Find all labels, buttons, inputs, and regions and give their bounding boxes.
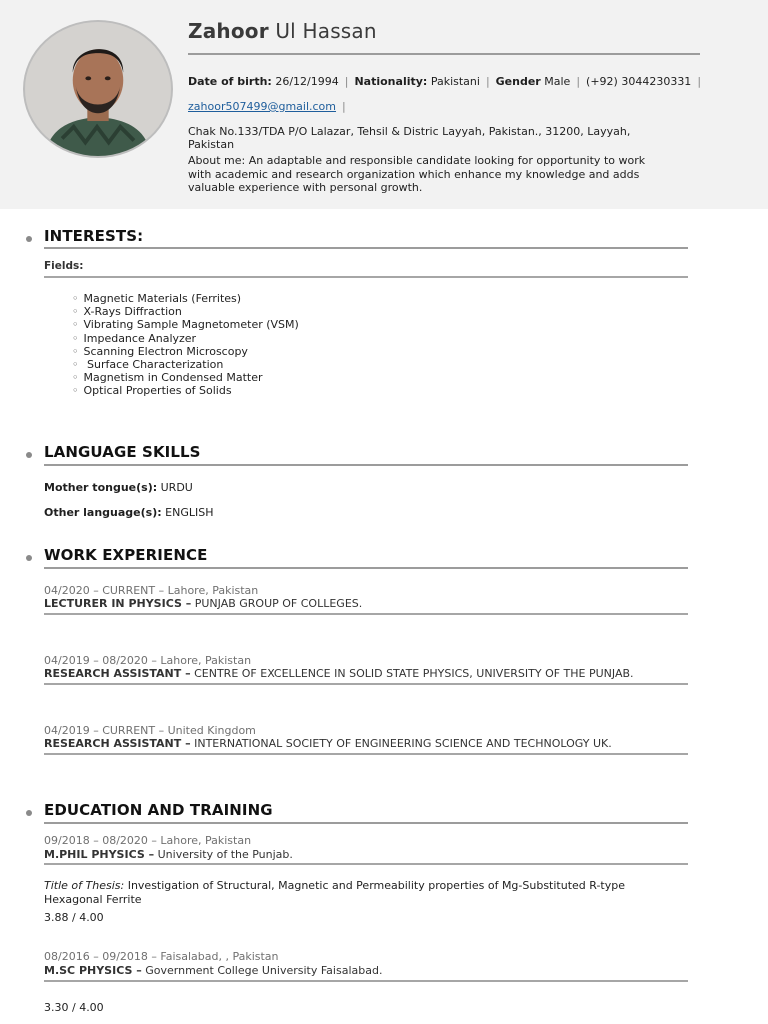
fields-list [72,292,299,398]
list-item: ◦ Magnetism in Condensed Matter [72,371,299,384]
section-bullet-icon [26,810,32,816]
education-entry-degree: M.PHIL PHYSICS – University of the Punjab. [44,848,293,861]
list-item: ◦ X-Rays Diffraction [72,305,299,318]
interests-divider [44,247,688,249]
education-entry-meta: 09/2018 – 08/2020 – Lahore, Pakistan [44,834,252,847]
entry-divider [44,683,688,685]
language-skills-title: LANGUAGE SKILLS [44,443,201,461]
entry-divider [44,613,688,615]
list-item: ◦ Surface Characterization [72,358,299,371]
dob-label: Date of birth: [188,75,272,88]
work-entry-role: RESEARCH ASSISTANT – INTERNATIONAL SOCIETY OF ENGINEERING SCIENCE AND TECHNOLOGY UK. [44,737,612,750]
dob-value: 26/12/1994 [275,75,339,88]
nationality-value: Pakistani [430,75,480,88]
fields-label: Fields: [44,260,84,272]
thesis-title: Title of Thesis: Investigation of Structural, Magnetic and Permeability properties of Mg-Substituted R-type Hexagonal Ferrite [44,879,626,906]
grade: 3.30 / 4.00 [44,1001,104,1014]
list-item: ◦ Impedance Analyzer [72,332,299,345]
interests-title: INTERESTS: [44,227,144,245]
entry-divider [44,863,688,865]
section-bullet-icon [26,555,32,561]
profile-header [0,0,768,209]
name-divider [188,53,700,55]
list-item: ◦ Magnetic Materials (Ferrites) [72,292,299,305]
section-bullet-icon [26,452,32,458]
nationality-label: Nationality: [354,75,428,88]
grade: 3.88 / 4.00 [44,911,104,924]
work-experience-title: WORK EXPERIENCE [44,546,208,564]
work-entry-meta: 04/2019 – 08/2020 – Lahore, Pakistan [44,654,252,667]
education-entry-meta: 08/2016 – 09/2018 – Faisalabad, , Pakistan [44,950,279,963]
list-item: ◦ Vibrating Sample Magnetometer (VSM) [72,318,299,331]
email-line: zahoor507499@gmail.com | [188,100,346,113]
other-languages: Other language(s): ENGLISH [44,506,214,519]
candidate-name: Zahoor Ul Hassan [188,19,377,43]
entry-divider [44,753,688,755]
email-link[interactable]: zahoor507499@gmail.com [188,100,337,113]
gender-label: Gender [495,75,541,88]
list-item: ◦ Optical Properties of Solids [72,384,299,397]
work-entry-meta: 04/2020 – CURRENT – Lahore, Pakistan [44,584,259,597]
address: Chak No.133/TDA P/O Lalazar, Tehsil & Distric Layyah, Pakistan., 31200, Layyah, Pakistan [188,125,631,151]
work-entry-role: RESEARCH ASSISTANT – CENTRE OF EXCELLENCE IN SOLID STATE PHYSICS, UNIVERSITY OF THE PUNJAB. [44,667,634,680]
fields-divider [44,276,688,278]
section-bullet-icon [26,236,32,242]
education-title: EDUCATION AND TRAINING [44,801,273,819]
gender-value: Male [544,75,571,88]
work-divider [44,567,688,569]
profile-photo-icon [25,22,171,156]
work-entry-role: LECTURER IN PHYSICS – PUNJAB GROUP OF COLLEGES. [44,597,363,610]
list-item: ◦ Scanning Electron Microscopy [72,345,299,358]
work-entry-meta: 04/2019 – CURRENT – United Kingdom [44,724,256,737]
language-divider [44,464,688,466]
mother-tongue: Mother tongue(s): URDU [44,481,193,494]
avatar [23,20,173,158]
phone-number: (+92) 3044230331 [586,75,692,88]
about-me: About me: An adaptable and responsible candidate looking for opportunity to work with academic and research organization which enhance my knowledge and adds valuable experience with personal growth. [188,154,646,194]
education-entry-degree: M.SC PHYSICS – Government College University Faisalabad. [44,964,383,977]
entry-divider [44,980,688,982]
education-divider [44,822,688,824]
personal-info-line: Date of birth: 26/12/1994 | Nationality: Pakistani | Gender Male | (+92) 3044230331 | [188,75,702,88]
